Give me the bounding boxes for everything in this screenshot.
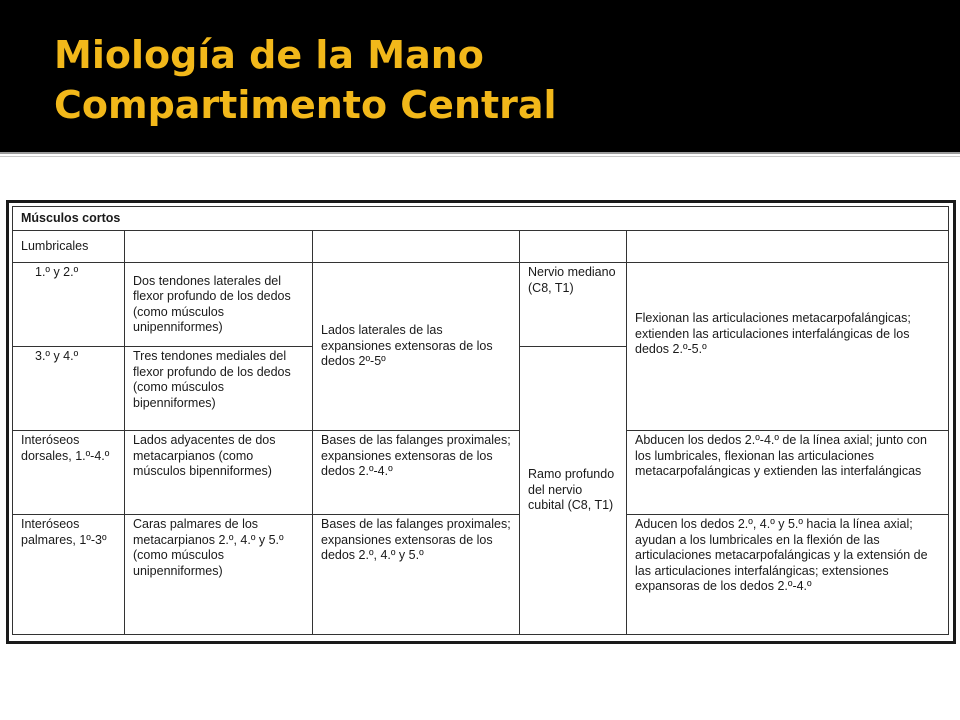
section-header: Músculos cortos — [13, 207, 949, 231]
muscle-name: Interóseos palmares, 1º-3º — [13, 515, 125, 635]
nerve-cell: Ramo profundo del nervio cubital (C8, T1) — [520, 347, 627, 635]
table-row — [13, 515, 949, 635]
title-line-2: Compartimento Central — [54, 83, 557, 127]
table-row — [13, 263, 949, 347]
empty-cell — [627, 231, 949, 263]
muscle-table — [12, 206, 949, 635]
action-cell: Aducen los dedos 2.º, 4.º y 5.º hacia la línea axial; ayudan a los lumbricales en la flexión de las articulaciones metacarpofalángicas y la extensión de las articulaciones interfalángicas; extensiones expansoras de los dedos 2.º-4.º — [627, 515, 949, 635]
header-divider-thin — [0, 156, 960, 157]
muscle-name: 3.º y 4.º — [13, 347, 125, 431]
action-cell: Flexionan las articulaciones metacarpofalángicas; extienden las articulaciones interfalángicas de los dedos 2.º-5.º — [627, 263, 949, 431]
origin-cell: Dos tendones laterales del flexor profundo de los dedos (como músculos unipenniformes) — [125, 263, 313, 347]
action-cell: Abducen los dedos 2.º-4.º de la línea axial; junto con los lumbricales, flexionan las articulaciones metacarpofalángicas y extienden las interfalángicas — [627, 431, 949, 515]
insertion-cell: Lados laterales de las expansiones extensoras de los dedos 2º-5º — [313, 263, 520, 431]
insertion-cell: Bases de las falanges proximales; expansiones extensoras de los dedos 2.º, 4.º y 5.º — [313, 515, 520, 635]
empty-cell — [313, 231, 520, 263]
table-row — [13, 431, 949, 515]
origin-cell: Caras palmares de los metacarpianos 2.º, 4.º y 5.º (como músculos unipenniformes) — [125, 515, 313, 635]
table-row — [13, 207, 949, 231]
slide-header — [0, 0, 960, 152]
slide-title — [54, 30, 557, 130]
muscle-name: Interóseos dorsales, 1.º-4.º — [13, 431, 125, 515]
title-line-1: Miología de la Mano — [54, 33, 484, 77]
empty-cell — [520, 231, 627, 263]
table-row — [13, 231, 949, 263]
origin-cell: Lados adyacentes de dos metacarpianos (como músculos bipenniformes) — [125, 431, 313, 515]
insertion-cell: Bases de las falanges proximales; expansiones extensoras de los dedos 2.º-4.º — [313, 431, 520, 515]
header-divider — [0, 152, 960, 154]
muscle-name: 1.º y 2.º — [13, 263, 125, 347]
empty-cell — [125, 231, 313, 263]
group-header: Lumbricales — [13, 231, 125, 263]
origin-cell: Tres tendones mediales del flexor profundo de los dedos (como músculos bipenniformes) — [125, 347, 313, 431]
nerve-cell: Nervio mediano (C8, T1) — [520, 263, 627, 347]
